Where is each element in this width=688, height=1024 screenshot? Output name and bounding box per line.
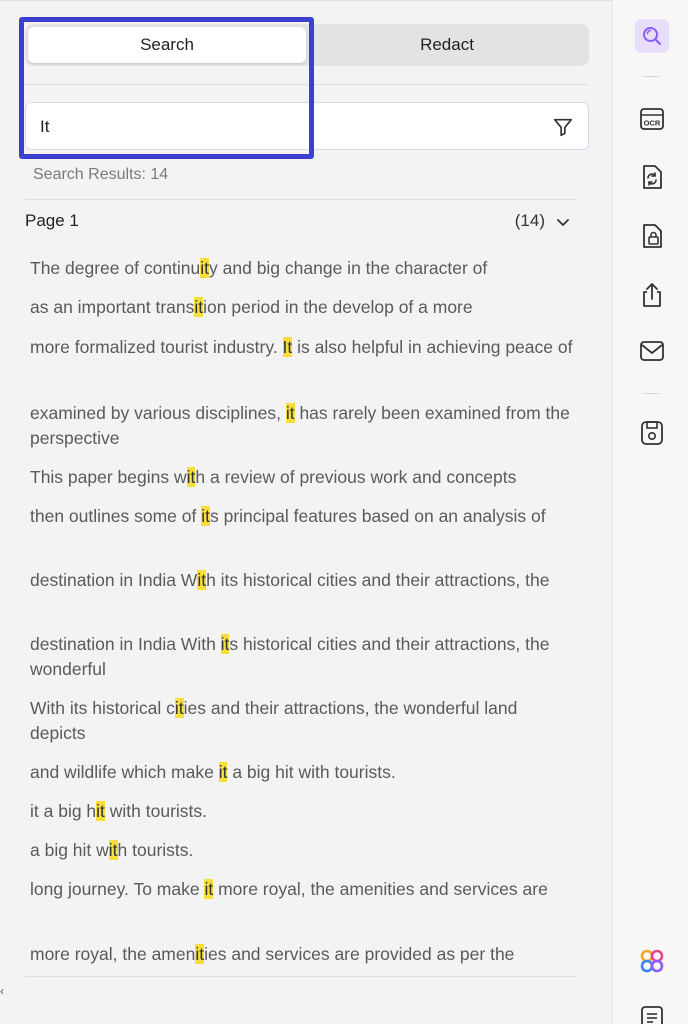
search-result-item[interactable]: The degree of continuity and big change in the character of — [30, 258, 488, 278]
search-result-item[interactable]: more royal, the amenities and services are provided as per the — [30, 944, 515, 964]
search-result-item[interactable]: destination in India With its historical cities and their attractions, the — [30, 570, 550, 590]
search-result-item[interactable]: With its historical cities and their attractions, the wonderful land depicts — [30, 698, 518, 743]
chevron-down-icon[interactable] — [555, 214, 571, 230]
comment-button[interactable] — [637, 1002, 667, 1024]
search-hit: it — [204, 879, 214, 899]
comment-icon — [639, 1004, 665, 1024]
convert-button[interactable] — [637, 162, 667, 192]
divider — [25, 976, 577, 977]
tab-redact[interactable]: Redact — [420, 35, 474, 54]
search-result-item[interactable]: a big hit with tourists. — [30, 840, 194, 860]
search-hit: it — [194, 297, 204, 317]
search-result-item[interactable]: This paper begins with a review of previous work and concepts — [30, 467, 517, 487]
search-hit: it — [218, 762, 228, 782]
search-hit: it — [285, 403, 295, 423]
search-result-item[interactable]: more formalized tourist industry. It is also helpful in achieving peace of — [30, 337, 573, 357]
page-group-count: (14) — [514, 211, 545, 230]
mail-icon — [638, 338, 666, 364]
page-group-label: Page 1 — [25, 211, 79, 230]
search-icon — [640, 24, 664, 48]
ai-assistant-button[interactable] — [637, 946, 667, 976]
search-results-count: Search Results: 14 — [33, 166, 169, 183]
filter-icon[interactable] — [552, 116, 574, 138]
search-tool-button[interactable] — [635, 19, 669, 53]
search-hit: it — [108, 840, 118, 860]
search-result-item[interactable]: as an important transition period in the develop of a more — [30, 297, 473, 317]
save-icon — [639, 419, 665, 447]
search-result-item[interactable]: then outlines some of its principal features based on an analysis of — [30, 506, 546, 526]
search-result-item[interactable]: and wildlife which make it a big hit with tourists. — [30, 762, 396, 782]
save-button[interactable] — [637, 418, 667, 448]
svg-text:OCR: OCR — [643, 118, 661, 128]
search-result-item[interactable]: long journey. To make it more royal, the amenities and services are — [30, 879, 548, 899]
divider — [25, 84, 589, 85]
mode-segmented-control — [25, 24, 589, 66]
ocr-button[interactable] — [637, 104, 667, 134]
share-button[interactable] — [637, 280, 667, 310]
search-result-item[interactable]: it a big hit with tourists. — [30, 801, 208, 821]
search-hit: it — [197, 570, 207, 590]
search-result-item[interactable]: destination in India With its historical cities and their attractions, the wonderful — [30, 634, 550, 679]
search-hit: it — [96, 801, 105, 821]
search-result-item[interactable]: examined by various disciplines, it has rarely been examined from the perspective — [30, 403, 570, 448]
ocr-icon — [638, 105, 666, 133]
edge-mark: ‹ — [0, 984, 4, 998]
tab-search[interactable]: Search — [28, 27, 306, 63]
page-group-header[interactable] — [25, 211, 577, 233]
search-hit: it — [201, 506, 210, 526]
search-hit: It — [282, 337, 293, 357]
convert-icon — [639, 163, 665, 191]
search-hit: it — [174, 698, 184, 718]
toolbar-divider — [643, 393, 659, 394]
search-input[interactable] — [25, 102, 589, 150]
search-input-value: It — [40, 117, 50, 136]
protect-icon — [639, 222, 665, 250]
toolbar-divider — [643, 76, 659, 77]
search-hit: it — [195, 944, 205, 964]
share-icon — [639, 281, 665, 309]
ai-icon — [638, 947, 666, 975]
protect-button[interactable] — [637, 221, 667, 251]
search-hit: it — [220, 634, 230, 654]
search-hit: it — [200, 258, 210, 278]
search-hit: it — [186, 467, 196, 487]
divider — [25, 199, 577, 200]
top-divider — [0, 0, 612, 1]
mail-button[interactable] — [637, 336, 667, 366]
right-toolbar — [612, 0, 688, 1024]
